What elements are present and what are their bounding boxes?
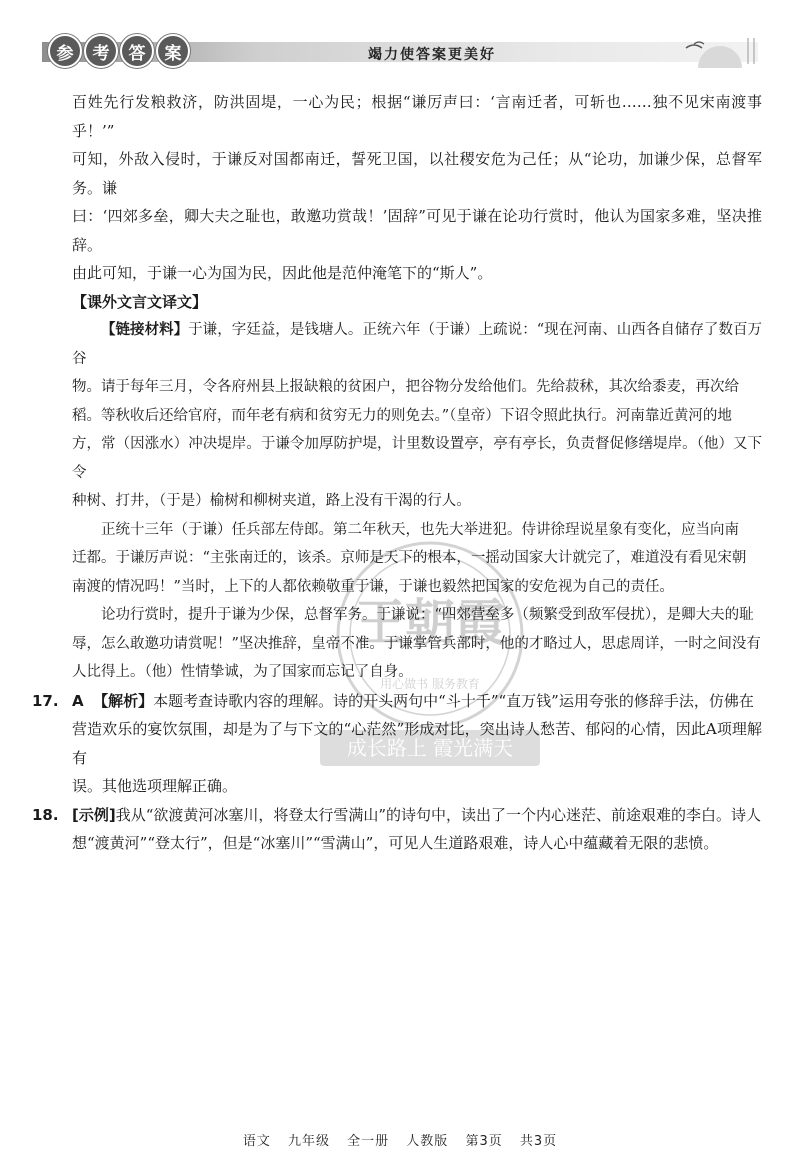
sunrise-icon bbox=[678, 34, 758, 68]
intro-paragraph bbox=[72, 88, 762, 288]
question-18 bbox=[32, 801, 762, 858]
footer-subject: 语文 bbox=[242, 1134, 271, 1149]
translation-paragraph bbox=[72, 601, 762, 687]
footer-grade: 九年级 bbox=[287, 1134, 330, 1149]
header-badge: 案 bbox=[156, 34, 190, 68]
text-line: 物。请于每年三月，令各府州县上报缺粮的贫困户，把谷物分发给他们。先给菽秫，其次给黍麦，再次给 bbox=[72, 379, 739, 395]
analysis-tag: 【解析】 bbox=[93, 691, 154, 710]
footer-edition: 人教版 bbox=[406, 1134, 449, 1149]
footer-page: 第3页 bbox=[465, 1134, 503, 1149]
link-material-label: 【链接材料】 bbox=[101, 322, 189, 338]
translation-heading: 【课外文言文译文】 bbox=[72, 292, 208, 311]
question-number: 18. bbox=[32, 805, 59, 824]
answer-content bbox=[32, 88, 762, 858]
text-line: 迁都。于谦厉声说：“主张南迁的，该杀。京师是天下的根本，一摇动国家大计就完了，难道没有看见宋朝 bbox=[72, 550, 747, 566]
question-17 bbox=[32, 687, 762, 801]
footer-volume: 全一册 bbox=[347, 1134, 390, 1149]
header-badges bbox=[48, 34, 190, 68]
text-line: 营造欢乐的宴饮氛围，却是为了与下文的“心茫然”形成对比，突出诗人愁苦、郁闷的心情，因此A项理解有 bbox=[72, 720, 762, 767]
page-footer bbox=[0, 1130, 800, 1149]
header-badge: 参 bbox=[48, 34, 82, 68]
watermark-motto: 用心做书 服务教育 bbox=[380, 677, 480, 691]
text-line: 种树、打井，（于是）榆树和柳树夹道，路上没有干渴的行人。 bbox=[72, 493, 471, 509]
answer-letter: A bbox=[72, 691, 84, 710]
text-line: 由此可知，于谦一心为国为民，因此他是范仲淹笔下的“斯人”。 bbox=[72, 264, 493, 282]
text-line: 人比得上。（他）性情挚诚，为了国家而忘记了自身。 bbox=[72, 664, 413, 680]
translation-paragraph bbox=[72, 516, 762, 602]
text-line: [示例]我从“欲渡黄河冰塞川，将登太行雪满山”的诗句中，读出了一个内心迷茫、前途艰难的李白。诗人 bbox=[72, 805, 762, 824]
question-number: 17. bbox=[32, 691, 59, 710]
text-line: A 【解析】本题考查诗歌内容的理解。诗的开头两句中“斗十千”“直万钱”运用夸张的修辞手法，仿佛在 bbox=[72, 691, 754, 710]
header-badge: 答 bbox=[120, 34, 154, 68]
text-line: 南渡的情况吗！”当时，上下的人都依赖敬重于谦，于谦也毅然把国家的安危视为自己的责任。 bbox=[72, 578, 674, 595]
header-badge: 考 bbox=[84, 34, 118, 68]
page-header bbox=[42, 34, 758, 68]
header-slogan: 竭力使答案更美好 bbox=[368, 47, 496, 63]
translation-paragraph bbox=[72, 316, 762, 516]
text-line: 稻。等秋收后还给官府，而年老有病和贫穷无力的则免去。”（皇帝）下诏令照此执行。河南靠近黄河的地 bbox=[72, 407, 732, 424]
footer-total: 共3页 bbox=[519, 1134, 558, 1149]
question-body bbox=[72, 687, 762, 801]
text-line: 论功行赏时，提升于谦为少保，总督军务。于谦说：“四郊营垒多（频繁受到敌军侵扰），是卿大夫的耻 bbox=[101, 607, 754, 623]
text-line: 百姓先行发粮救济，防洪固堤，一心为民；根据“谦厉声曰：‘言南迁者，可斩也……独不见宋南渡事乎！’” bbox=[72, 93, 762, 140]
watermark-banner: 成长路上 霞光满天 bbox=[346, 736, 514, 760]
text-line: 曰：‘四郊多垒，卿大夫之耻也，敢邀功赏哉！’固辞”可见于谦在论功行赏时，他认为国家多难，坚决推辞。 bbox=[72, 207, 762, 254]
text-line: 想“渡黄河”“登太行”，但是“冰塞川”“雪满山”，可见人生道路艰难，诗人心中蕴藏着无限的悲愤。 bbox=[72, 834, 719, 852]
example-tag: [示例] bbox=[72, 805, 116, 824]
text-line: 辱，怎么敢邀功请赏呢！”坚决推辞，皇帝不准。于谦掌管兵部时，他的才略过人，思虑周详，一时之间没有 bbox=[72, 635, 761, 652]
text-line: 方，常（因涨水）冲决堤岸。于谦令加厚防护堤，计里数设置亭，亭有亭长，负责督促修缮堤岸。（他）又下令 bbox=[72, 436, 762, 481]
text-line: 可知，外敌入侵时，于谦反对国都南迁，誓死卫国，以社稷安危为己任；从“论功，加谦少保，总督军务。谦 bbox=[72, 150, 762, 197]
text-line: 正统十三年（于谦）任兵部左侍郎。第二年秋天，也先大举进犯。侍讲徐珵说星象有变化，应当向南 bbox=[101, 521, 739, 538]
text-line: 误。其他选项理解正确。 bbox=[72, 777, 238, 795]
question-body bbox=[72, 801, 762, 858]
text-line: 【链接材料】于谦，字廷益，是钱塘人。正统六年（于谦）上疏说：“现在河南、山西各自储存了数百万谷 bbox=[72, 322, 762, 367]
watermark-name: 王朝霞 bbox=[355, 593, 505, 652]
